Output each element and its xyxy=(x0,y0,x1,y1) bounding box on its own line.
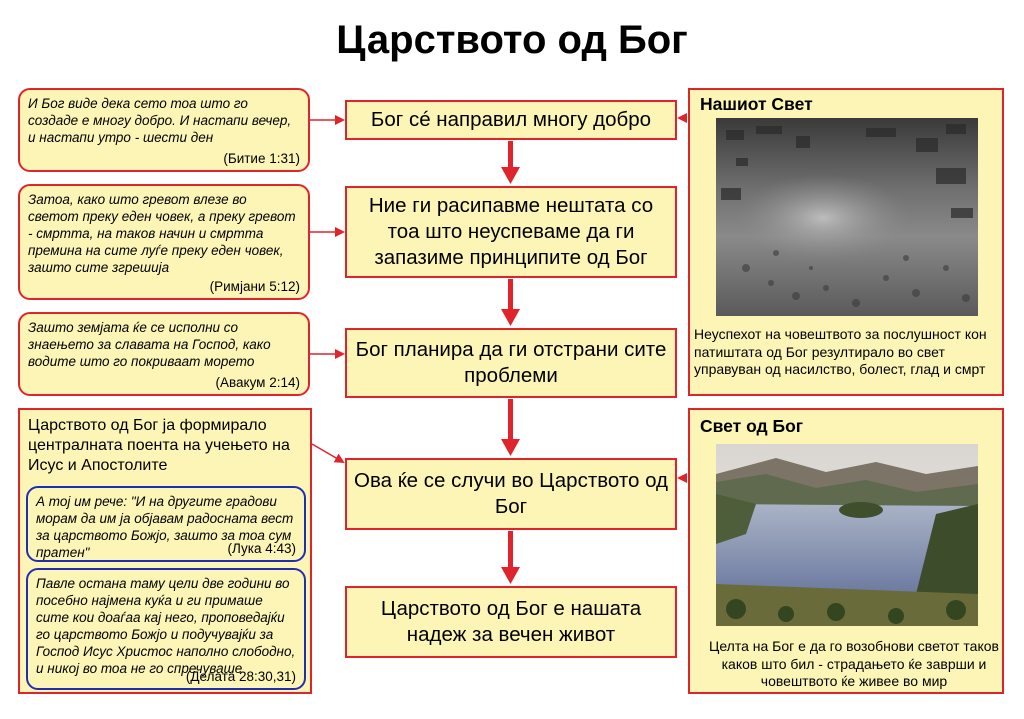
flow-step-5: Царството од Бог е нашата надеж за вечен живот xyxy=(345,586,677,658)
flow-step-2: Ние ги расипавме нештата со тоа што неуспеваме да ги запазиме принципите од Бог xyxy=(345,186,677,278)
our-world-heading: Нашиот Свет xyxy=(700,94,813,114)
quote-text: Затоа, како што гревот влезе во светот преку еден човек, а преку гревот - смртта, на таков начин и смртта премина на сите луѓе преку еден човек, зашто сите згрешија xyxy=(28,192,296,275)
quote-ref: (Лука 4:43) xyxy=(227,541,296,556)
quote-text: А тој им рече: "И на другите градови морам да им ја објавам радосната вест за царството Божјо, зашто за тоа сум пратен" xyxy=(36,494,294,560)
kingdom-intro: Царството од Бог ја формирало централната поента на учењето на Исус и Апостолите xyxy=(28,417,290,474)
lake-landscape-photo xyxy=(716,444,978,626)
quote-box-genesis xyxy=(18,88,310,172)
quote-box-acts xyxy=(26,568,306,690)
quote-ref: (Битие 1:31) xyxy=(223,151,300,166)
page-title: Царството од Бог xyxy=(336,18,688,62)
quote-box-romans xyxy=(18,184,310,300)
gods-world-caption: Целта на Бог е да го возобнови светот таков каков што бил - страдањето ќе заврши и човештвото ќе живее во мир xyxy=(709,638,999,689)
flow-step-3: Бог планира да ги отстрани сите проблеми xyxy=(345,328,677,398)
quote-box-habakkuk xyxy=(18,312,310,396)
quote-box-luke xyxy=(26,486,306,562)
quote-text: Зашто земјата ќе се исполни со знаењето за славата на Господ, како водите што го покриваат морето xyxy=(28,320,271,369)
quote-ref: (Делата 28:30,31) xyxy=(185,669,296,684)
flow-step-1: Бог сé направил многу добро xyxy=(345,100,677,140)
arrow-kingdom xyxy=(312,444,343,462)
ruined-city-photo xyxy=(716,118,978,316)
quote-ref: (Римјани 5:12) xyxy=(209,279,300,294)
our-world-caption: Неуспехот на човештвото за послушност кон патиштата од Бог резултирало во свет управуван од насилство, болест, глад и смрт xyxy=(694,326,987,377)
quote-ref: (Авакум 2:14) xyxy=(215,375,300,390)
our-world-box xyxy=(688,88,1004,396)
gods-world-heading: Свет од Бог xyxy=(700,416,804,436)
gods-world-box xyxy=(688,408,1004,694)
kingdom-teaching-box xyxy=(18,408,312,694)
quote-text: Павле остана таму цели две години во посебно најмена куќа и ги примаше сите кои доаѓаа кај него, проповедајќи го царството Божјо и подучувајќи за Господ Исус Христос наполно слободно, и никој во тоа не го спречуваше xyxy=(36,576,296,676)
flow-step-4: Ова ќе се случи во Царството од Бог xyxy=(345,458,677,530)
quote-text: И Бог виде дека сето тоа што го создаде е многу добро. И настапи вечер, и настапи утро - шести ден xyxy=(28,96,292,145)
